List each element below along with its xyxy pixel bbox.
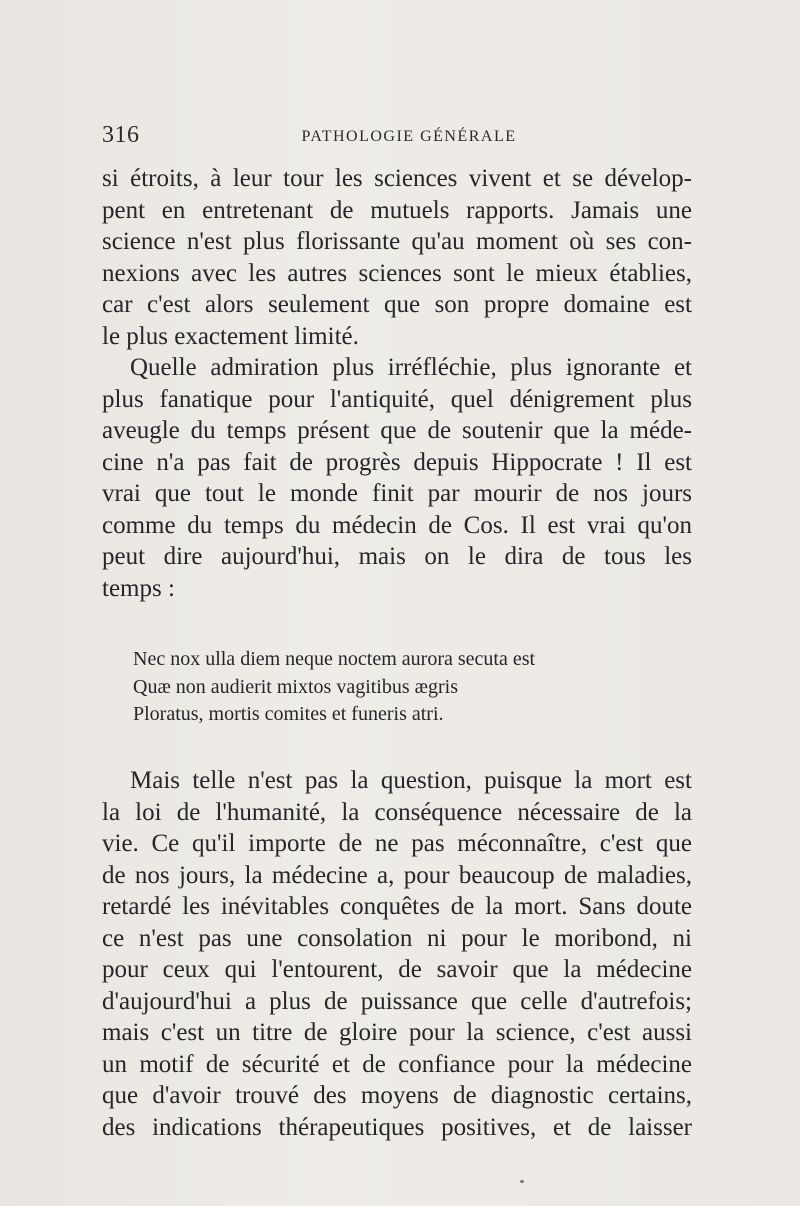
paragraph-1	[102, 163, 692, 352]
text-line: pour ceux qui l'entourent, de savoir que la médecine	[102, 956, 692, 983]
text-line: nexions avec les autres sciences sont le mieux établies,	[102, 259, 692, 287]
text-line: mais c'est un titre de gloire pour la science, c'est aussi	[102, 1019, 692, 1046]
text-line: peut dire aujourd'hui, mais on le dira de tous les	[102, 543, 692, 570]
text-line: plus fanatique pour l'antiquité, quel dénigrement plus	[102, 385, 692, 413]
text-line: comme du temps du médecin de Cos. Il est vrai qu'on	[102, 511, 692, 539]
text-line: si étroits, à leur tour les sciences vivent et se dévelop-	[102, 165, 692, 192]
text-line: vie. Ce qu'il importe de ne pas méconnaître, c'est que	[102, 830, 692, 857]
text-line: retardé les inévitables conquêtes de la mort. Sans doute	[102, 893, 692, 920]
paragraph-2	[102, 352, 692, 604]
text-line: aveugle du temps présent que de soutenir que la méde-	[102, 417, 692, 444]
verse-line: Nec nox ulla diem neque noctem aurora secuta est	[133, 648, 536, 670]
text-line: que d'avoir trouvé des moyens de diagnostic certains,	[102, 1082, 692, 1109]
text-line: temps :	[102, 574, 175, 602]
text-line: Mais telle n'est pas la question, puisque la mort est	[130, 767, 692, 794]
latin-verse-quote	[133, 646, 653, 729]
text-line: le plus exactement limité.	[102, 322, 359, 350]
verse-line: Ploratus, mortis comites et funeris atri.	[133, 703, 444, 725]
text-line: un motif de sécurité et de confiance pour la médecine	[102, 1050, 692, 1078]
text-line: de nos jours, la médecine a, pour beaucoup de maladies,	[102, 861, 692, 889]
text-line: Quelle admiration plus irréfléchie, plus ignorante et	[130, 354, 692, 381]
text-line: d'aujourd'hui a plus de puissance que celle d'autrefois;	[102, 987, 692, 1015]
page-header	[102, 122, 692, 156]
text-line: la loi de l'humanité, la conséquence nécessaire de la	[102, 798, 692, 826]
text-line: des indications thérapeutiques positives, et de laisser	[102, 1113, 692, 1141]
text-line: vrai que tout le monde finit par mourir de nos jours	[102, 480, 692, 507]
text-line: science n'est plus florissante qu'au moment où ses con-	[102, 228, 692, 255]
paragraph-3	[102, 765, 692, 1143]
text-line: car c'est alors seulement que son propre domaine est	[102, 291, 692, 318]
text-line: cine n'a pas fait de progrès depuis Hippocrate ! Il est	[102, 448, 692, 476]
running-title: PATHOLOGIE GÉNÉRALE	[301, 128, 517, 145]
text-line: pent en entretenant de mutuels rapports. Jamais une	[102, 196, 692, 224]
verse-line: Quæ non audierit mixtos vagitibus ægris	[133, 675, 458, 698]
text-line: ce n'est pas une consolation ni pour le moribond, ni	[102, 924, 692, 952]
paper-speck	[520, 1180, 524, 1183]
page-number: 316	[102, 122, 140, 148]
